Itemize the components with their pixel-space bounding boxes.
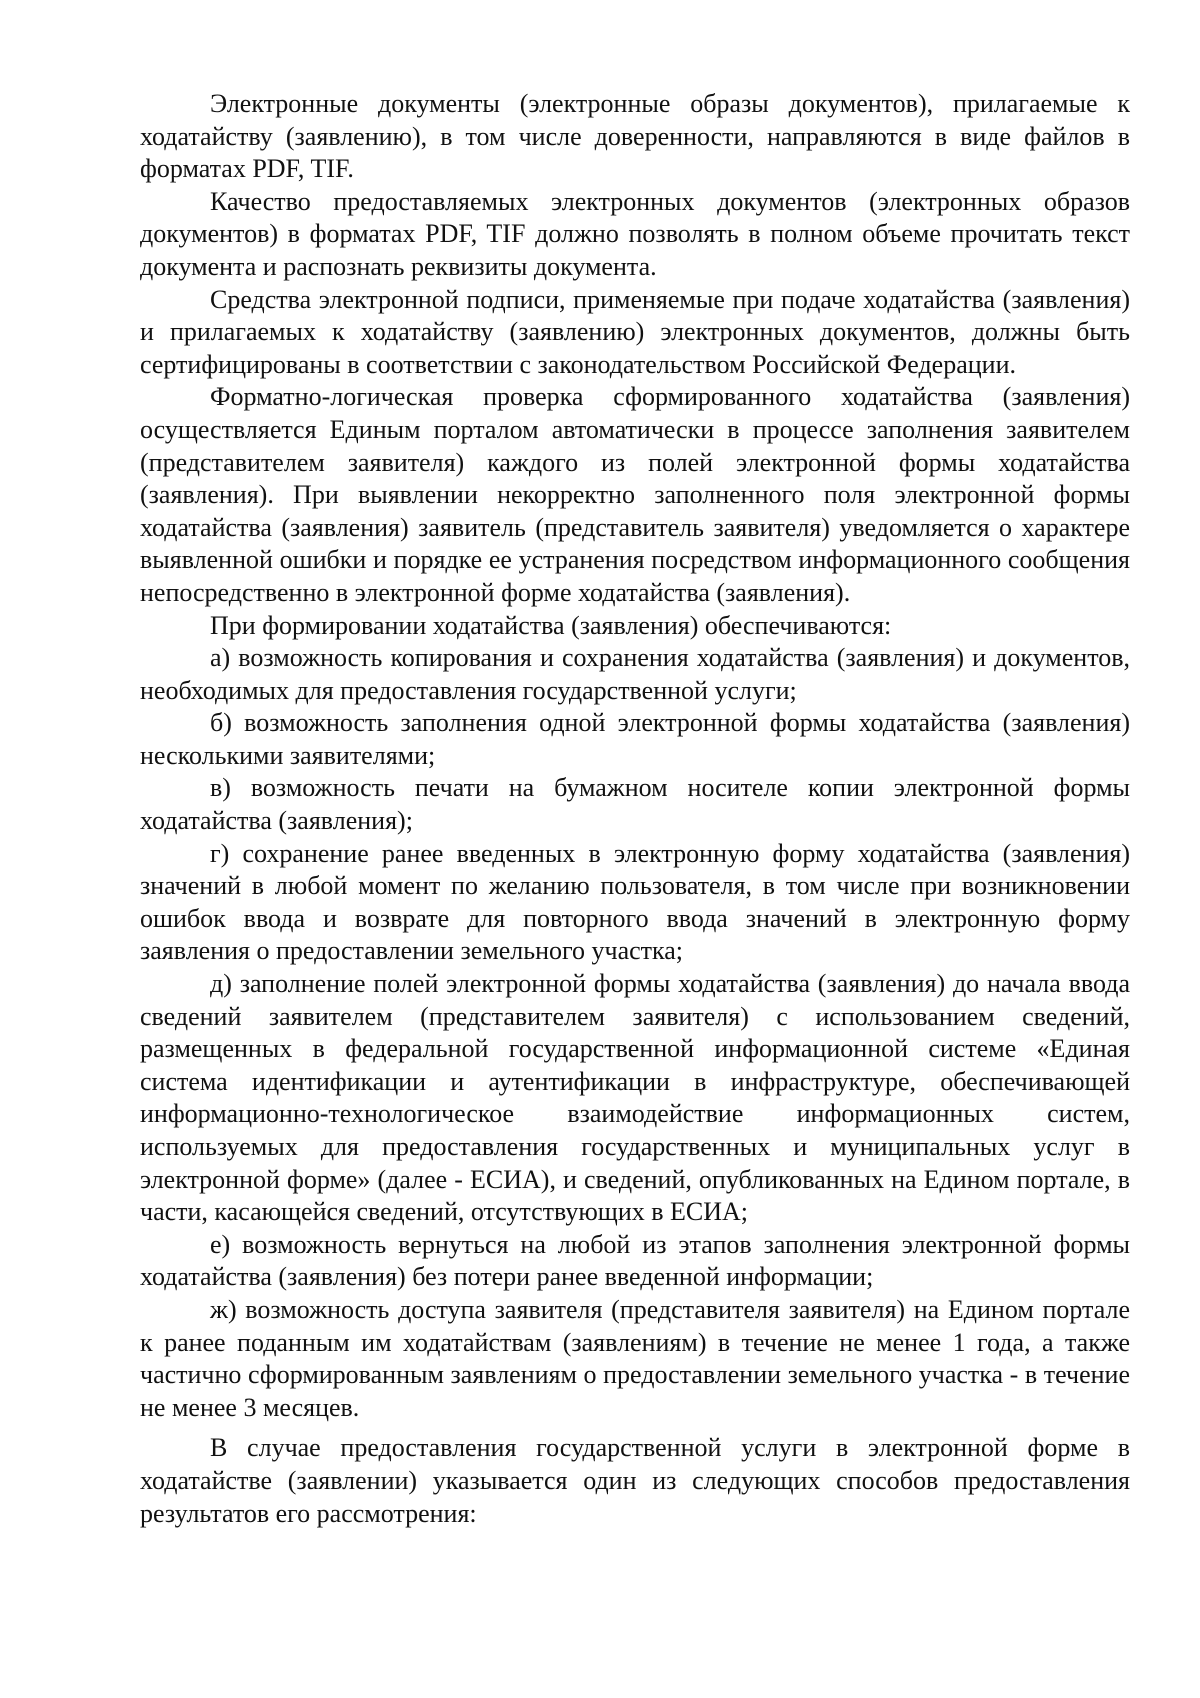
list-item-d: д) заполнение полей электронной формы ходатайства (заявления) до начала ввода сведений заявителем (представителем заявителя) с использованием сведений, размещенных в федеральной государственной информационной системе «Единая система идентификации и аутентификации в инфраструктуре, обеспечивающей информационно-технологическое взаимодействие информационных систем, используемых для предоставления государственных и муниципальных услуг в электронной форме» (далее - ЕСИА), и сведений, опубликованных на Едином портале, в части, касающейся сведений, отсутствующих в ЕСИА; (140, 969, 1130, 1227)
list-item-e: е) возможность вернуться на любой из этапов заполнения электронной формы ходатайства (заявления) без потери ранее введенной информации; (140, 1229, 1130, 1292)
paragraph-format-logic-check: Форматно-логическая проверка сформированного ходатайства (заявления) осуществляется Единым порталом автоматически в процессе заполнения заявителем (представителем заявителя) каждого из полей электронной формы ходатайства (заявления). При выявлении некорректно заполненного поля электронной формы ходатайства (заявления) заявитель (представитель заявителя) уведомляется о характере выявленной ошибки и порядке ее устранения посредством информационного сообщения непосредственно в электронной форме ходатайства (заявления). (140, 382, 1130, 607)
paragraph-document-quality: Качество предоставляемых электронных документов (электронных образов документов) в форматах PDF, TIF должно позволять в полном объеме прочитать текст документа и распознать реквизиты документа. (140, 186, 1130, 281)
list-item-zh: ж) возможность доступа заявителя (представителя заявителя) на Едином портале к ранее поданным им ходатайствам (заявлениям) в течение не менее 1 года, а также частично сформированным заявлениям о предоставлении земельного участка - в течение не менее 3 месяцев. (140, 1294, 1130, 1422)
paragraph-formation-provisions: При формировании ходатайства (заявления) обеспечиваются: (210, 610, 892, 640)
paragraph-electronic-signature: Средства электронной подписи, применяемые при подаче ходатайства (заявления) и прилагаемых к ходатайству (заявлению) электронных документов, должны быть сертифицированы в соответствии с законодательством Российской Федерации. (140, 284, 1130, 379)
document-page (140, 88, 1130, 1530)
paragraph-result-delivery: В случае предоставления государственной услуги в электронной форме в ходатайстве (заявлении) указывается один из следующих способов предоставления результатов его рассмотрения: (140, 1433, 1130, 1528)
list-item-g: г) сохранение ранее введенных в электронную форму ходатайства (заявления) значений в любой момент по желанию пользователя, в том числе при возникновении ошибок ввода и возврате для повторного ввода значений в электронную форму заявления о предоставлении земельного участка; (140, 838, 1130, 966)
list-item-b: б) возможность заполнения одной электронной формы ходатайства (заявления) несколькими заявителями; (140, 708, 1130, 770)
list-item-a: а) возможность копирования и сохранения ходатайства (заявления) и документов, необходимых для предоставления государственной услуги; (140, 643, 1130, 705)
list-item-v: в) возможность печати на бумажном носителе копии электронной формы ходатайства (заявления); (140, 773, 1130, 836)
paragraph-electronic-documents: Электронные документы (электронные образы документов), прилагаемые к ходатайству (заявлению), в том числе доверенности, направляются в виде файлов в форматах PDF, TIF. (140, 89, 1130, 184)
